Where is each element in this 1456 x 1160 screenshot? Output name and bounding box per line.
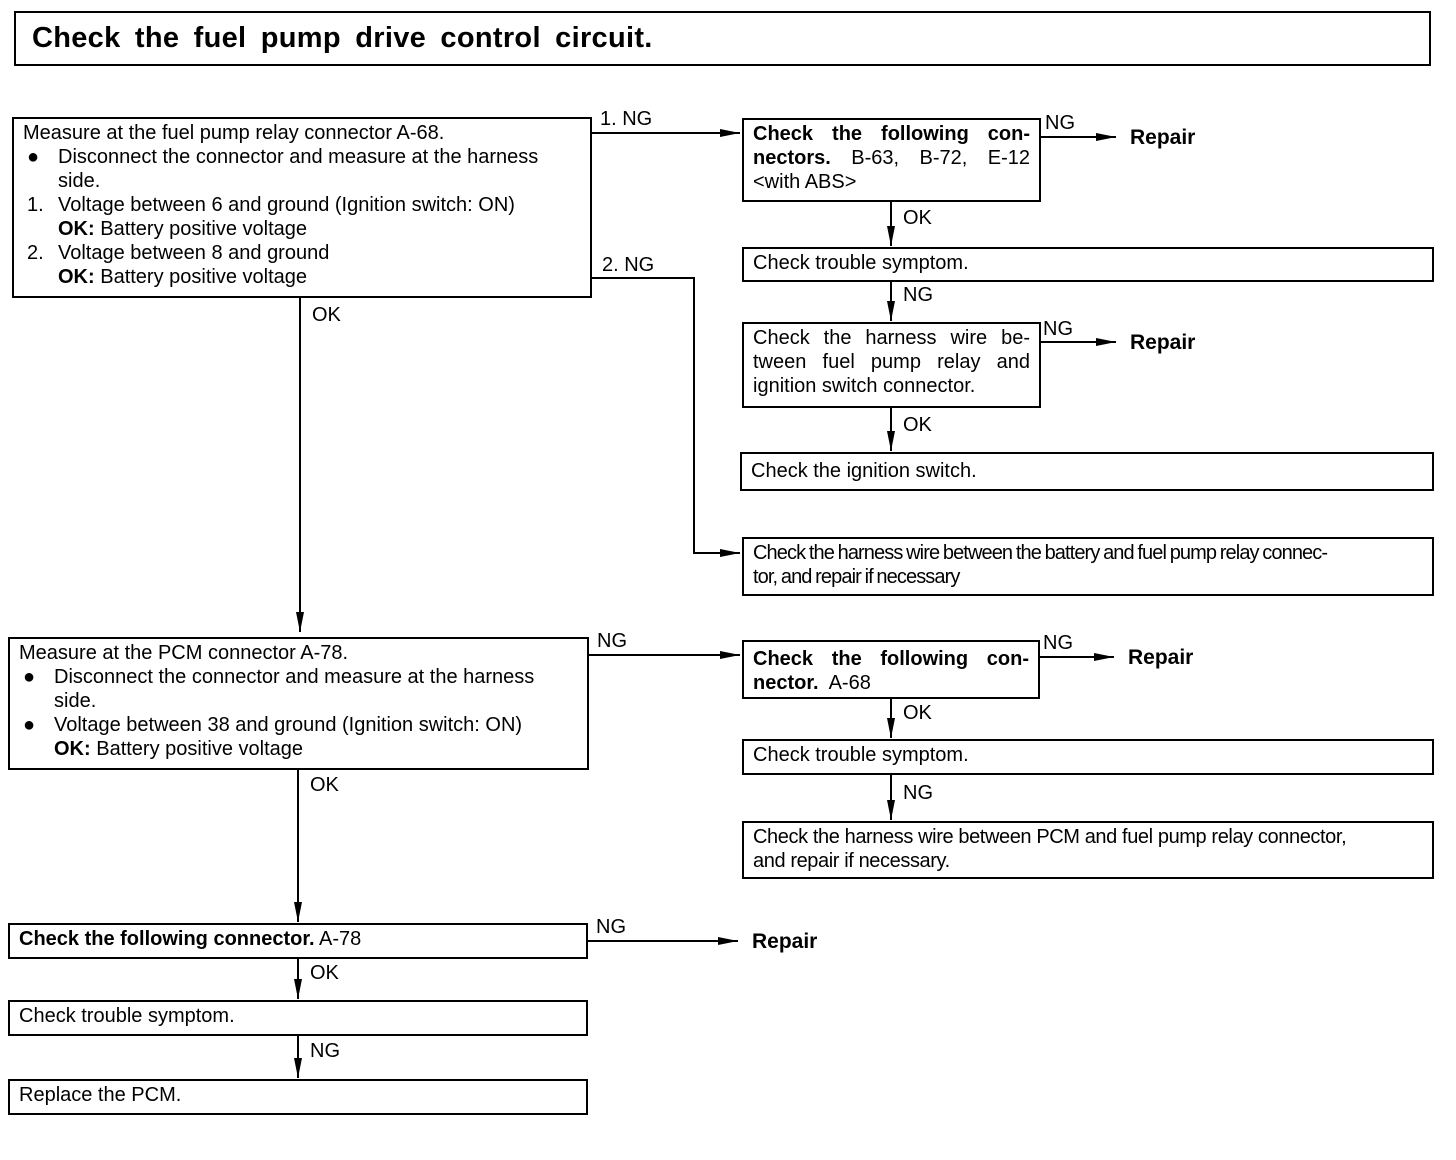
label-conn2-ng: NG [1043,632,1073,654]
step2-bullet1 [19,665,578,689]
connectors2-box [742,640,1040,699]
ignition-switch-box [740,452,1434,491]
step2-bullet1-cont: side. [54,690,97,712]
trouble-symptom-box-2 [742,739,1434,775]
step2-ok [19,737,578,761]
ok-value: Battery positive voltage [100,266,308,288]
label-harness1-ok: OK [903,414,932,436]
replace-pcm-text: Replace the PCM. [19,1084,182,1106]
step1-item1-num: 1. [27,194,44,216]
connectors1-line3: <with ABS> [753,171,857,193]
bullet-icon: ● [23,666,36,688]
connectors1-line2-rest: B-63, B-72, E-12 [851,147,1031,169]
step1-bullet-cont: side. [58,170,101,192]
trouble-symptom-text-2: Check trouble symptom. [753,744,969,766]
ok-value: Battery positive voltage [96,738,304,760]
step1-bullet [23,145,581,169]
step1-item2 [23,241,581,265]
step2-bullet1-text: Disconnect the connector and measure at the harness [54,666,535,688]
repair-label-2: Repair [1130,331,1196,354]
page-title: Check the fuel pump drive control circuit. [14,11,1431,66]
battery-harness-box [742,537,1434,596]
trouble-symptom-text-3: Check trouble symptom. [19,1005,235,1027]
label-trouble2-ng: NG [903,782,933,804]
ok-label: OK: [54,738,91,760]
label-trouble1-ng: NG [903,284,933,306]
trouble-symptom-box-1 [742,247,1434,282]
label-1-ng: 1. NG [600,108,653,130]
connectors3-bold: Check the following connector. [19,928,315,950]
harness1-line1: Check the harness wire be- [753,327,1030,349]
label-conn3-ng: NG [596,916,626,938]
replace-pcm-box [8,1079,588,1115]
step1-item2-num: 2. [27,242,44,264]
connectors2-line2-rest: A-68 [828,672,871,694]
label-trouble3-ng: NG [310,1040,340,1062]
harness1-box [742,322,1041,408]
label-conn3-ok: OK [310,962,339,984]
label-step2-ok: OK [310,774,339,796]
label-conn1-ok: OK [903,207,932,229]
step1-item2-ok [23,265,581,289]
label-step1-ok: OK [312,304,341,326]
harness2-box [742,821,1434,879]
step2-bullet2-text: Voltage between 38 and ground (Ignition switch: ON) [54,714,523,736]
arrow-step1-ng2 [592,278,740,553]
step1-bullet-text: Disconnect the connector and measure at the harness [58,146,539,168]
label-conn2-ok: OK [903,702,932,724]
step2-heading: Measure at the PCM connector A-78. [19,642,349,664]
bullet-icon: ● [23,714,36,736]
step2-bullet2 [19,713,578,737]
harness2-line1: Check the harness wire between PCM and fuel pump relay connector, [753,826,1347,848]
bullet-icon: ● [27,146,40,168]
repair-label-4: Repair [752,930,818,953]
step2-measure-box [8,637,589,770]
battery-harness-line1: Check the harness wire between the battery and fuel pump relay connec- [753,542,1328,564]
harness2-line2: and repair if necessary. [753,850,950,872]
connectors2-line2-bold: nector. [753,672,819,694]
repair-label-1: Repair [1130,126,1196,149]
ignition-switch-text: Check the ignition switch. [751,460,977,482]
repair-label-3: Repair [1128,646,1194,669]
connectors2-line2 [753,671,1029,695]
connectors2-line1: Check the following con- [753,648,1029,670]
connectors1-line2 [753,146,1030,170]
trouble-symptom-box-3 [8,1000,588,1036]
connectors3-rest: A-78 [319,928,362,950]
connectors3-box [8,923,588,959]
step1-item1 [23,193,581,217]
label-step2-ng: NG [597,630,627,652]
ok-value: Battery positive voltage [100,218,308,240]
step1-measure-box [12,117,592,298]
label-conn1-ng: NG [1045,112,1075,134]
step1-item2-text: Voltage between 8 and ground [58,242,330,264]
step1-heading: Measure at the fuel pump relay connector A-68. [23,122,445,144]
connectors1-box [742,118,1041,202]
step1-item1-text: Voltage between 6 and ground (Ignition switch: ON) [58,194,515,216]
connectors1-line1: Check the following con- [753,123,1030,145]
step1-item1-ok [23,217,581,241]
label-harness1-ng: NG [1043,318,1073,340]
harness1-line3: ignition switch connector. [753,375,976,397]
ok-label: OK: [58,218,95,240]
trouble-symptom-text-1: Check trouble symptom. [753,252,969,274]
battery-harness-line2: tor, and repair if necessary [753,566,960,588]
harness1-line2: tween fuel pump relay and [753,351,1030,373]
label-2-ng: 2. NG [602,254,655,276]
ok-label: OK: [58,266,95,288]
connectors1-line2-bold: nectors. [753,147,831,169]
